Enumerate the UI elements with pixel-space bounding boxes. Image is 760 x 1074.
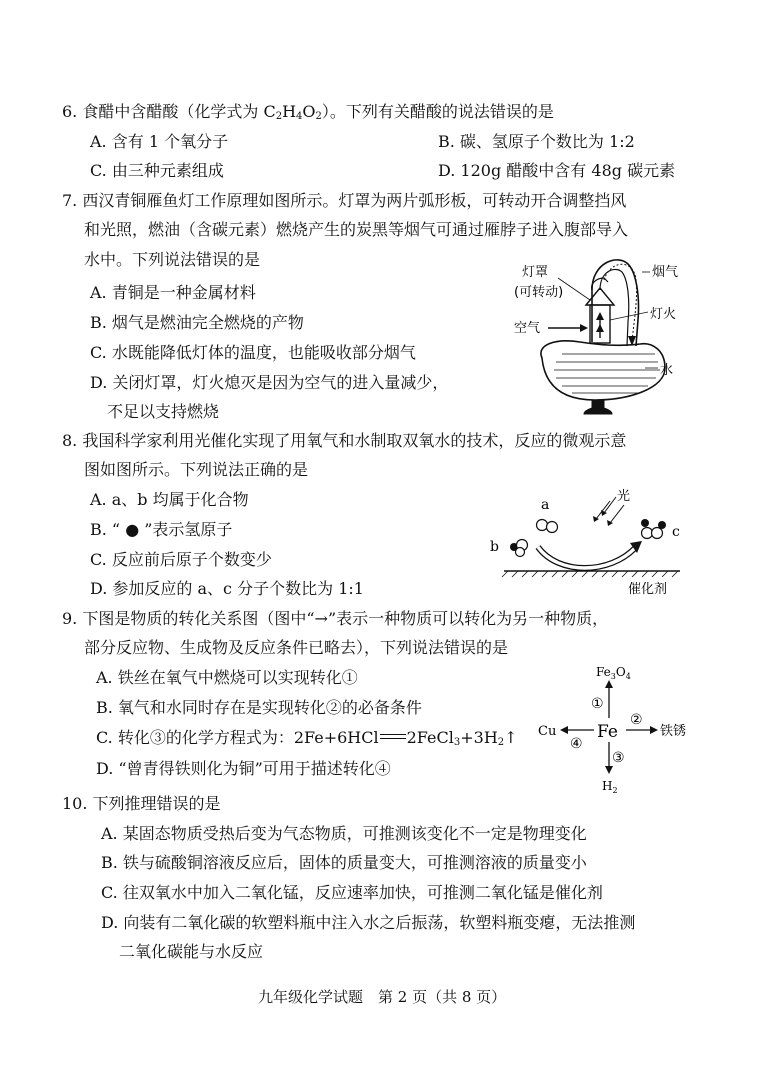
label-rust: 铁锈 xyxy=(660,724,687,739)
q8-option-b: B. “ ● ”表示氢原子 xyxy=(90,520,233,539)
label-water: 水 xyxy=(660,363,674,378)
photocatalysis-figure xyxy=(480,485,700,600)
label-h2: $H_2$ xyxy=(602,779,618,795)
label-fe: Fe xyxy=(597,722,618,742)
label-a: a xyxy=(541,497,550,513)
label-lampshade: 灯罩 xyxy=(522,265,549,280)
q9-option-c: C. 转化③的化学方程式为：2Fe+6HCl $2FeCl_3+3H_2↑$ xyxy=(96,728,518,748)
q9-stem-line-1: 9. 下图是物质的转化关系图（图中“→”表示一种物质可以转化为另一种物质， xyxy=(62,609,609,628)
q7-option-d: D. 关闭灯罩，灯火熄灭是因为空气的进入量减少， xyxy=(90,373,449,392)
q8-option-c: C. 反应前后原子个数变少 xyxy=(90,550,272,569)
label-fe3o4: $Fe_3O_4$ xyxy=(596,665,631,681)
label-cu: Cu xyxy=(538,724,557,739)
iron-conversion-figure xyxy=(530,660,700,795)
q9-stem-line-2: 部分反应物、生成物及反应条件已略去），下列说法错误的是 xyxy=(84,638,509,657)
q7-option-c: C. 水既能降低灯体的温度，也能吸收部分烟气 xyxy=(90,343,416,362)
q7-option-a: A. 青铜是一种金属材料 xyxy=(90,283,256,302)
q6-option-d: D. 120g 醋酸中含有 48g 碳元素 xyxy=(438,161,676,180)
q9-option-a: A. 铁丝在氧气中燃烧可以实现转化① xyxy=(96,668,358,687)
q8-option-d: D. 参加反应的 a、c 分子个数比为 1:1 xyxy=(90,579,364,598)
label-flame: 灯火 xyxy=(650,307,677,322)
q10-option-d-cont: 二氧化碳能与水反应 xyxy=(119,942,264,961)
label-air: 空气 xyxy=(514,321,541,336)
q7-option-d-cont: 不足以支持燃烧 xyxy=(107,402,220,421)
q8-stem-line-1: 8. 我国科学家利用光催化实现了用氧气和水制取双氧水的技术，反应的微观示意 xyxy=(62,431,627,450)
page-footer: 九年级化学试题 第 2 页（共 8 页） xyxy=(258,988,507,1006)
q8-stem-line-2: 图如图所示。下列说法正确的是 xyxy=(84,460,309,479)
label-smoke: 烟气 xyxy=(652,265,679,280)
label-light: 光 xyxy=(617,489,631,504)
q7-stem-line-1: 7. 西汉青铜雁鱼灯工作原理如图所示。灯罩为两片弧形板，可转动开合调整挡风 xyxy=(62,191,627,210)
q7-stem-line-2: 和光照，燃油（含碳元素）燃烧产生的炭黑等烟气可通过雁脖子进入腹部导入 xyxy=(84,220,629,239)
q6-option-b: B. 碳、氢原子个数比为 1:2 xyxy=(438,132,635,151)
equals-sign xyxy=(380,734,406,739)
q10-option-d: D. 向装有二氧化碳的软塑料瓶中注入水之后振荡，软塑料瓶变瘪，无法推测 xyxy=(101,913,636,932)
q7-option-b: B. 烟气是燃油完全燃烧的产物 xyxy=(90,313,304,332)
label-conversion-4: ④ xyxy=(570,736,583,752)
label-rotatable: (可转动) xyxy=(514,285,564,300)
label-conversion-2: ② xyxy=(630,712,643,728)
q7-stem-line-3: 水中。下列说法错误的是 xyxy=(84,250,261,269)
q6-option-c: C. 由三种元素组成 xyxy=(90,161,224,180)
q6-stem: 6. 食醋中含醋酸（化学式为 $C_2H_4O_2$）。下列有关醋酸的说法错误的是 xyxy=(62,102,554,122)
q6-option-a: A. 含有 1 个氧分子 xyxy=(90,132,229,151)
q9-option-d: D. “曾青得铁则化为铜”可用于描述转化④ xyxy=(96,759,391,778)
label-conversion-1: ① xyxy=(591,696,604,712)
label-catalyst: 催化剂 xyxy=(628,582,668,597)
q10-stem: 10. 下列推理错误的是 xyxy=(62,794,221,813)
q9-option-b: B. 氧气和水同时存在是实现转化②的必备条件 xyxy=(96,698,422,717)
label-c: c xyxy=(672,524,680,540)
q8-option-a: A. a、b 均属于化合物 xyxy=(90,490,249,509)
q10-option-a: A. 某固态物质受热后变为气态物质，可推测该变化不一定是物理变化 xyxy=(101,824,587,843)
label-b: b xyxy=(490,539,499,555)
q10-option-c: C. 往双氧水中加入二氧化锰，反应速率加快，可推测二氧化锰是催化剂 xyxy=(101,883,603,902)
label-conversion-3: ③ xyxy=(612,750,625,766)
q10-option-b: B. 铁与硫酸铜溶液反应后，固体的质量变大，可推测溶液的质量变小 xyxy=(101,853,587,872)
goose-fish-lamp-figure xyxy=(500,250,700,415)
